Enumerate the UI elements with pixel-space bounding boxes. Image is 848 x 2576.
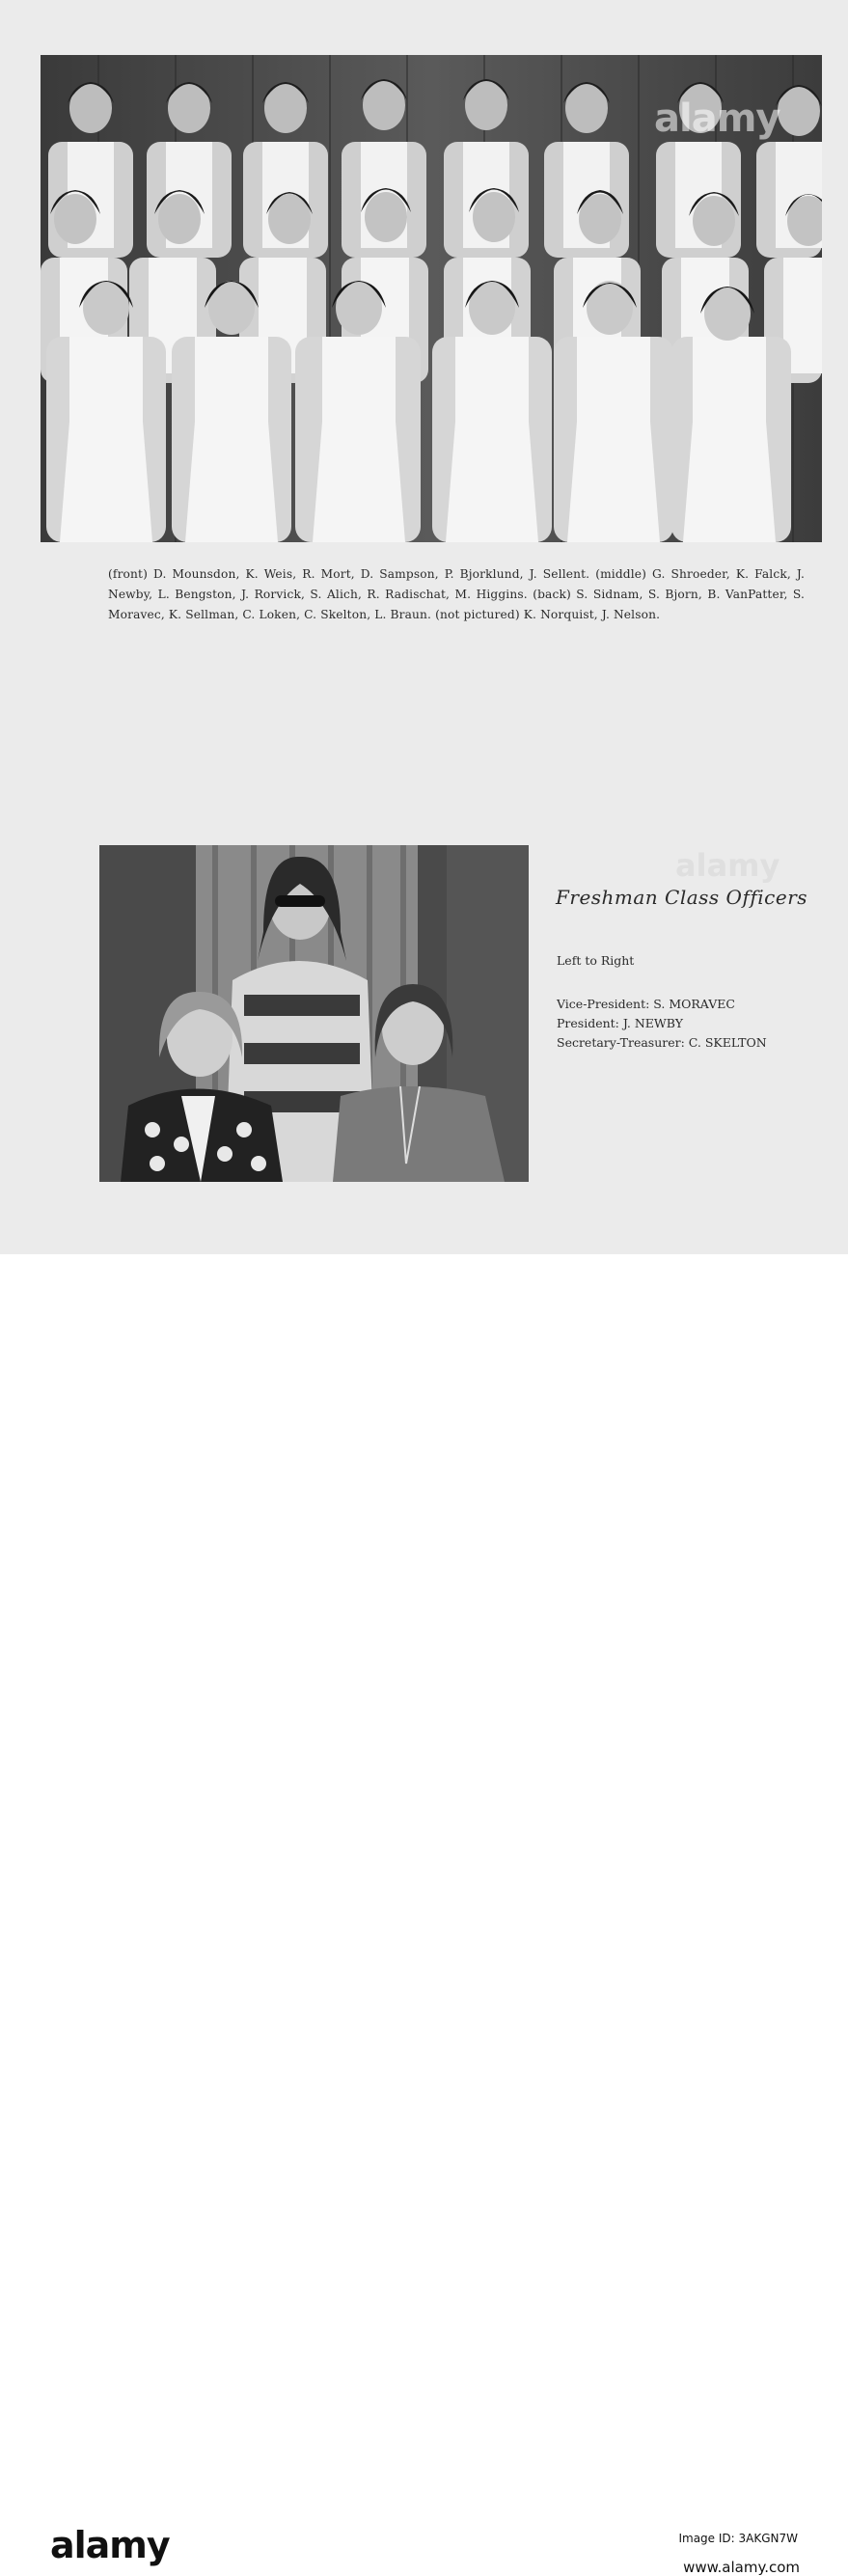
officers-photo-illustration bbox=[99, 845, 529, 1182]
role-vice-president: Vice-President: S. MORAVEC bbox=[557, 997, 735, 1011]
officers-roles bbox=[557, 995, 767, 1053]
site-url: www.alamy.com bbox=[683, 2559, 800, 2576]
group-photo-caption: (front) D. Mounsdon, K. Weis, R. Mort, D. Sampson, P. Bjorklund, J. Sellent. (middle) G. Shroeder, K. Falck, J. Newby, L. Bengston, J. Rorvick, S. Alich, R. Radischat, M. Higgins. (back) S. Sidnam, S. Bjorn, B. VanPatter, S. Moravec, K. Sellman, C. Loken, C. Skelton, L. Braun. (not pictured) K. Norquist, J. Nelson. bbox=[108, 567, 805, 622]
yearbook-page bbox=[0, 0, 848, 1254]
stock-footer bbox=[0, 1254, 848, 2576]
role-secretary-treasurer: Secretary-Treasurer: C. SKELTON bbox=[557, 1035, 767, 1050]
alamy-logo: alamy bbox=[50, 2524, 170, 2566]
officers-subtitle: Left to Right bbox=[557, 953, 635, 968]
officers-photo bbox=[99, 845, 529, 1182]
officers-title: Freshman Class Officers bbox=[556, 886, 808, 909]
watermark-text: alamy bbox=[654, 96, 780, 141]
image-id: Image ID: 3AKGN7W bbox=[678, 2532, 798, 2545]
role-president: President: J. NEWBY bbox=[557, 1016, 683, 1030]
watermark-text-2: alamy bbox=[675, 847, 780, 884]
